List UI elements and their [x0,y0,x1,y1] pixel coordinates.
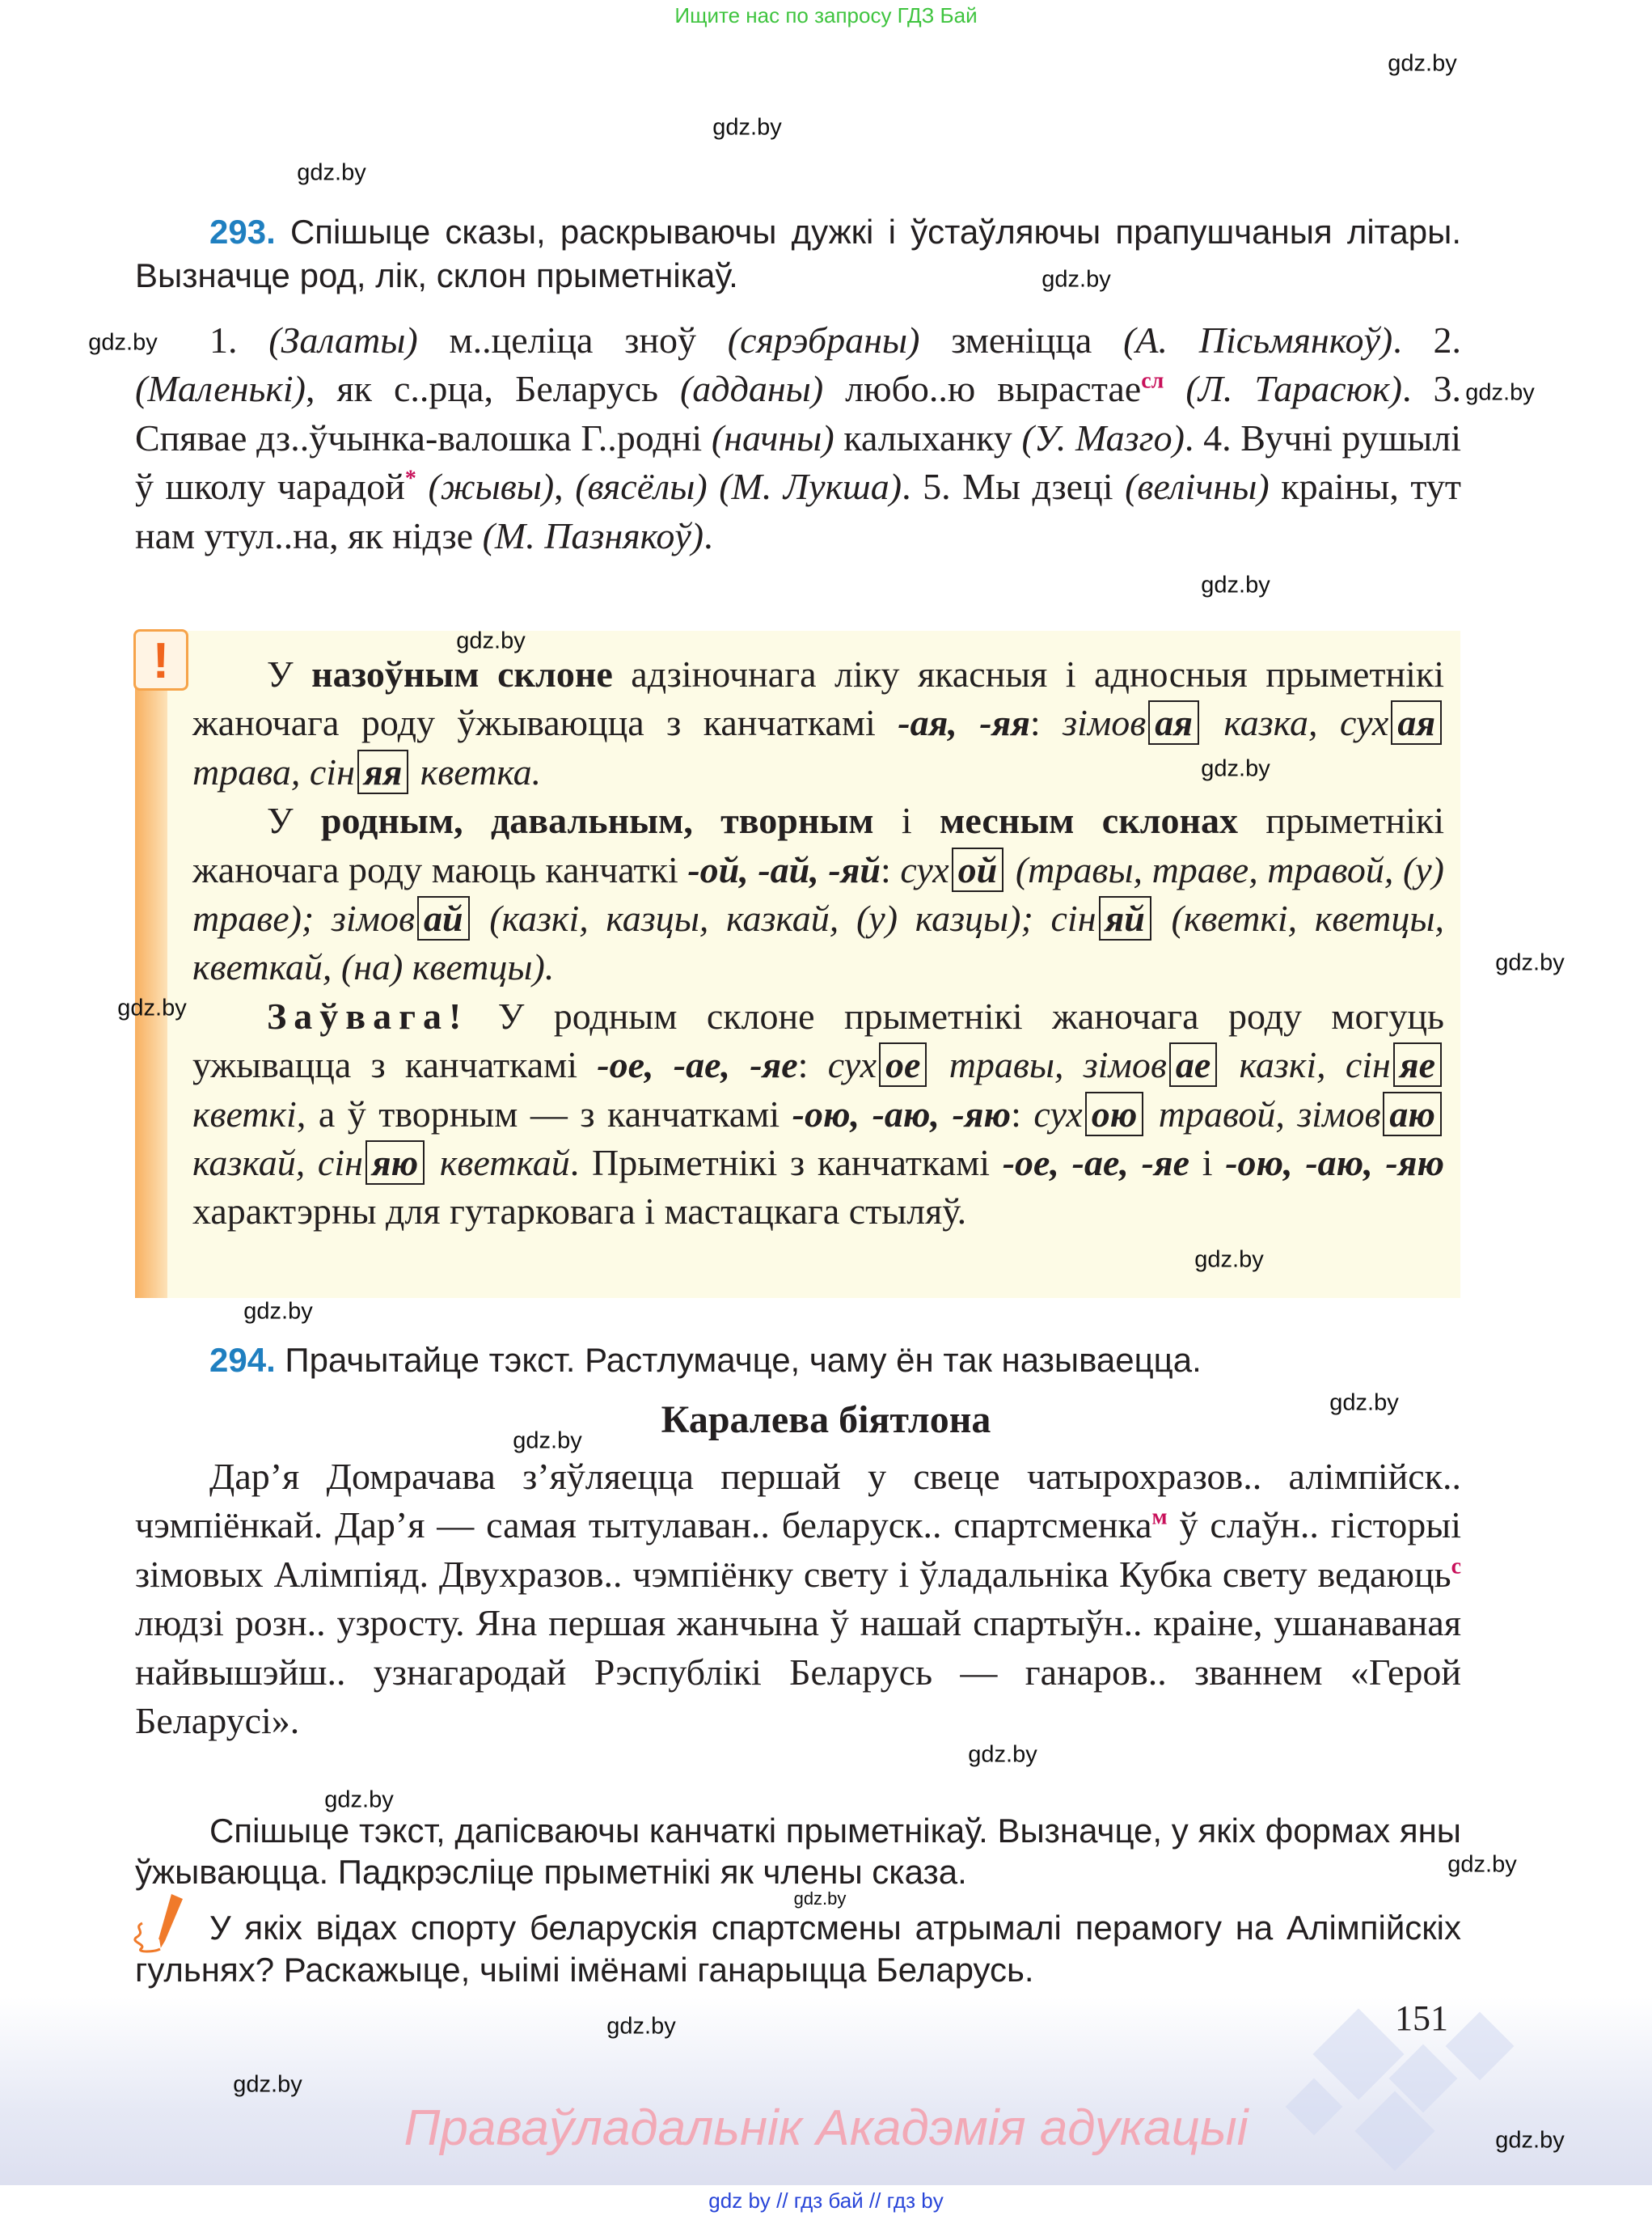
boxed-ending: ая [1391,700,1442,745]
text-segment: У [267,653,312,695]
task-after-story: Спішыце тэкст, дапісваючы канчаткі прыметнікаў. Вызначце, у якіх формах яны ўжываюцца. Падкрэсліце прыметнікі як члены сказа. [135,1812,1461,1891]
text-segment: казкай, сін [192,1142,363,1184]
text-segment: -ая, -яя [898,702,1030,744]
text-segment: : [880,848,901,890]
text-segment: казка, сух [1201,702,1389,744]
text-segment: . 2. [1392,319,1462,361]
text-segment: (Залаты) [268,319,418,361]
text-segment: Заўвага! [267,995,469,1037]
text-segment: прыметнікі жаночага роду маюць канчаткі [192,800,1445,890]
task-text: Прачытайце тэкст. Растлумачце, чаму ён так называецца. [285,1341,1202,1379]
boxed-ending: яй [1099,896,1151,941]
boxed-ending: ой [952,848,1004,892]
text-segment: сух [1033,1093,1083,1135]
rights-holder-watermark: Праваўладальнік Акадэмія адукацыі [403,2100,1249,2156]
text-segment: (начны) [711,416,834,459]
story-text [135,1452,1461,1745]
text-segment: калыханку [834,416,1022,459]
text-segment: . [703,514,713,556]
boxed-ending: ою [1085,1092,1144,1136]
watermark: gdz.by [1194,1246,1264,1273]
exclamation-icon: ! [133,629,188,691]
text-segment: родным, давальным, творным [320,800,874,842]
watermark: gdz.by [1329,1389,1399,1416]
text-segment: : [797,1044,828,1086]
text-segment: (У. Мазго) [1021,416,1185,459]
watermark: gdz.by [324,1786,394,1813]
watermark: gdz.by [793,1888,847,1909]
superscript-mark: * [404,466,416,492]
text-segment: 1. [209,319,269,361]
watermark: gdz.by [297,159,366,186]
text-segment: кветка. [411,750,542,793]
text-segment: : [1011,1093,1034,1135]
watermark: gdz.by [1201,572,1270,598]
text-segment: (А. Пісьмянкоў) [1123,319,1393,361]
text-segment: У родным склоне прыметнікі жаночага роду могуць ужывацца з канчаткамі [192,995,1444,1086]
text-segment: (жывы) [428,466,555,508]
rule-paragraph [192,797,1444,992]
rule-paragraph [192,992,1444,1237]
text-segment: , а ў творным — з канчаткамі [296,1093,792,1135]
watermark: gdz.by [712,114,782,141]
text-segment: казкі, сін [1219,1044,1391,1086]
text-segment: . 5. Мы дзеці [902,466,1126,508]
text-segment: сух [827,1044,877,1086]
watermark: gdz.by [117,995,187,1021]
boxed-ending: ай [417,896,470,941]
task-number: 294. [209,1341,276,1379]
text-segment: (кветкі, кветцы, кветкай, (на) кветцы). [192,898,1444,988]
text-segment: , як с..рца, Беларусь [305,368,680,410]
superscript-mark: сл [1141,369,1164,395]
text-segment: кветкай [427,1142,570,1184]
text-segment: трава, сін [192,750,355,793]
text-segment: -ой, -ай, -яй [687,848,881,890]
watermark: gdz.by [1495,2127,1565,2154]
text-segment: , [554,466,576,508]
text-segment: людзі розн.. узросту. Яна першая жанчына ў нашай спартыўн.. краіне, ушанаваная найвышэйш.. узнагародай Рэспублікі Беларусь — ганаров.. званнем «Герой Беларусі». [135,1602,1461,1742]
rule-side-bar [135,647,167,1298]
exercise-293-text [135,316,1461,560]
text-segment: характэрны для гутарковага і мастацкага стыляў. [192,1190,967,1233]
boxed-ending: яя [357,750,408,794]
watermark: gdz.by [456,628,526,654]
text-segment: -ою, -аю, -яю [792,1093,1012,1135]
watermark: gdz.by [1495,949,1565,976]
text-segment: -ое, -ае, -яе [597,1044,798,1086]
text-segment: ў слаўн.. гісторыі зімовых Алімпіяд. Двухразов.. чэмпіёнку свету і ўладальніка Кубка свету ведаюць [135,1504,1461,1595]
text-segment: адзіночнага ліку якасныя і адносныя прыметнікі жаночага роду ўжываюцца з канчаткамі [192,653,1444,744]
boxed-ending: ае [1169,1042,1217,1087]
watermark: gdz.by [1201,755,1270,782]
text-segment: : [1029,702,1063,744]
text-segment: і [1189,1142,1226,1184]
watermark: gdz.by [1447,1851,1517,1878]
page-number: 151 [1395,1998,1448,2038]
watermark: gdz.by [233,2071,302,2098]
boxed-ending: ая [1148,700,1199,745]
text-segment: (М. Пазнякоў) [482,514,704,556]
watermark: gdz.by [968,1741,1037,1768]
footer-links[interactable]: gdz by // гдз бай // гдз by [708,2188,944,2213]
task-293 [135,210,1461,298]
text-segment: (вясёлы) [575,466,708,508]
text-segment: м..целіца зноў [417,319,728,361]
text-segment: (адданы) [679,368,824,410]
text-segment: назоўным склоне [311,653,613,695]
text-segment: -ою, -аю, -яю [1225,1142,1445,1184]
speech-task: У якіх відах спорту беларускія спартсмены атрымалі перамогу на Алімпійскіх гульнях? Раскажыце, чыімі імёнамі ганарыцца Беларусь. [135,1909,1461,1989]
text-segment [708,466,720,507]
text-segment: . 3. Спявае дз..ўчынка-валошка Г..родні [135,368,1461,459]
task-text: Спішыце сказы, раскрываючы дужкі і ўстаўляючы прапушчаныя літары. Вызначце род, лік, склон прыметнікаў. [135,213,1462,294]
text-segment: кветкі [192,1093,297,1135]
watermark: gdz.by [1041,266,1111,293]
text-segment: травой, зімов [1146,1093,1381,1135]
text-segment: (травы, траве, травой, (у) траве); зімов [192,848,1445,940]
text-segment: Дар’я Домрачава з’яўляецца першай у свеце чатырохразов.. алімпійск.. чэмпіёнкай. Дар’я — самая тытулаван.. беларуск.. спартсменка [135,1456,1461,1546]
text-segment: травы, зімов [929,1044,1167,1086]
text-segment: . 4. Вучні рушылі ў школу чарадой [135,416,1461,508]
text-segment: зменіцца [919,319,1124,361]
watermark: gdz.by [1465,379,1535,406]
boxed-ending: аю [1383,1092,1442,1136]
rule-text [192,650,1444,1237]
story-title: Каралева біятлона [661,1398,991,1441]
text-segment: краіны, тут нам утул..на, як нідзе [135,466,1461,556]
text-segment: (казкі, казцы, казкай, (у) казцы); сін [471,898,1096,940]
text-segment: (Маленькі) [135,368,306,410]
text-segment: (велічны) [1125,466,1270,508]
superscript-mark: м [1151,1505,1168,1531]
watermark: gdz.by [513,1427,582,1454]
text-segment: любо..ю вырастае [823,368,1142,410]
boxed-ending: ое [879,1042,927,1087]
watermark: gdz.by [88,329,158,356]
boxed-ending: яю [365,1140,425,1185]
text-segment: . Прыметнікі з канчаткамі [569,1142,1003,1184]
boxed-ending: яе [1393,1042,1442,1087]
superscript-mark: с [1451,1554,1461,1579]
watermark: gdz.by [243,1298,313,1325]
text-segment: -ое, -ае, -яе [1002,1142,1190,1184]
watermark: gdz.by [1388,50,1457,77]
text-segment: сух [900,848,949,890]
text-segment: У [267,800,321,842]
text-segment: і [873,800,940,842]
text-segment: (М. Лукша) [719,466,902,508]
text-segment: (Л. Тарасюк) [1185,368,1402,410]
task-294 [135,1338,1461,1382]
text-segment [416,466,429,507]
text-segment: зімов [1063,702,1147,744]
text-segment: (сярэбраны) [727,319,920,361]
task-number: 293. [209,213,276,251]
text-segment [1164,368,1185,409]
text-segment: месным склонах [940,800,1239,842]
search-banner: Ищите нас по запросу ГДЗ Бай [674,3,978,27]
watermark: gdz.by [606,2013,676,2040]
